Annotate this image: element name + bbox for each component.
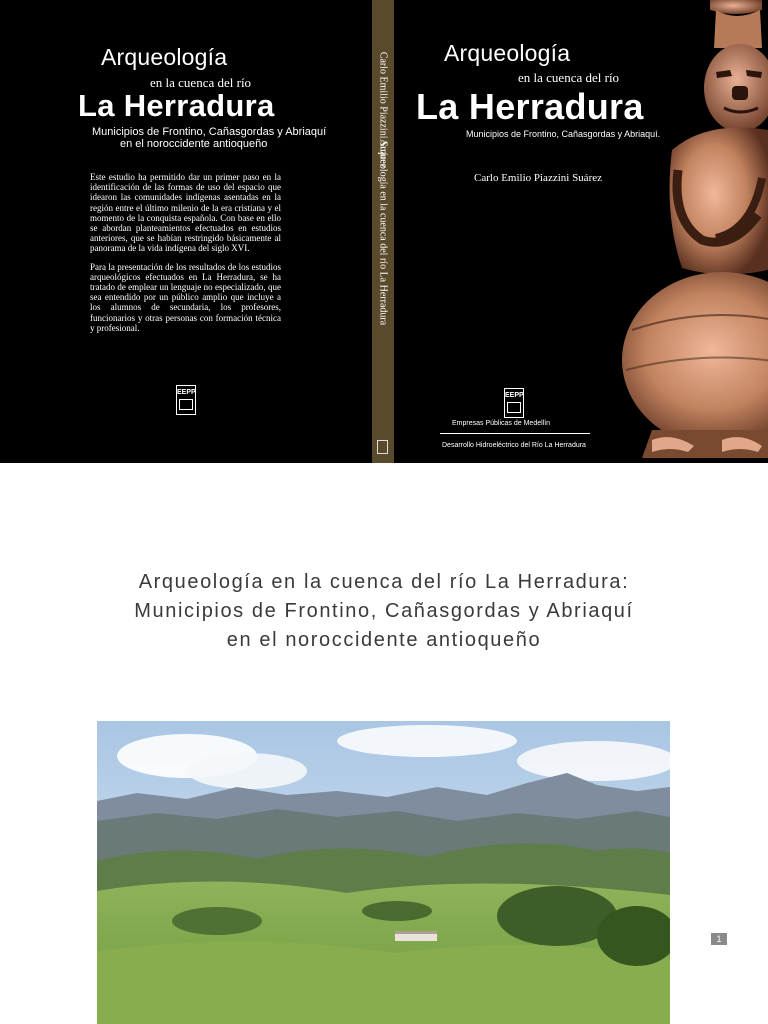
page-number-badge: 1 [711,933,727,945]
book-cover-spread [0,0,768,463]
back-cover-text [90,172,281,341]
front-eepp-logo-text: EEPP [505,392,524,399]
title-line-1: Arqueología en la cuenca del río La Herradura: [138,571,630,593]
spine-title: Arqueología en la cuenca del río La Herradura [377,138,389,326]
project-name: Desarrollo Hidroeléctrico del Río La Herradura [442,442,586,449]
spine-author: Carlo Emilio Piazzini Suárez [377,51,389,169]
back-eepp-logo-text: EEPP [177,389,196,396]
back-subtitle-line2: en el noroccidente antioqueño [120,138,268,150]
front-title-line2: en la cuenca del río [518,70,620,85]
back-eepp-logo [176,385,196,415]
front-subtitle: Municipios de Frontino, Cañasgordas y Abriaquí. [466,129,661,139]
front-eepp-logo [504,388,524,418]
front-title-line1: Arqueología [444,40,571,66]
back-eepp-logo-mark [179,399,193,410]
document-title [0,568,768,655]
back-title-line3: La Herradura [78,88,275,123]
landscape-photo [97,721,670,1024]
front-title-line3: La Herradura [416,86,644,127]
title-line-2: Municipios de Frontino, Cañasgordas y Abriaquí [134,600,634,622]
front-author: Carlo Emilio Piazzini Suárez [474,172,602,184]
ceramic-figurine-illustration [612,0,768,463]
spine-logo [377,440,388,454]
publisher-divider [440,433,590,434]
publisher-name: Empresas Públicas de Medellín [452,420,551,427]
front-eepp-logo-mark [507,402,521,413]
title-line-3: en el noroccidente antioqueño [226,629,542,651]
back-paragraph-2: Para la presentación de los resultados de los estudios arqueológicos efectuados en La Herradura, se ha tratado de emplear un lenguaje no especializado, que sea entendido por un público amplio que incluye a los alumnos de secundaria, los profesores, funcionarios y otras personas con formación técnica y profesional. [90,261,281,333]
back-subtitle-line1: Municipios de Frontino, Cañasgordas y Abriaquí [92,126,327,138]
back-title-line1: Arqueología [101,44,228,70]
back-cover [0,0,372,463]
back-paragraph-1: Este estudio ha permitido dar un primer paso en la identificación de las formas de uso del espacio que idearon las comunidades indígenas asentadas en la región entre el último milenio de la era cristiana y el momento de la conquista española. Con base en ello se abordan planteamientos efectuados en estudios anteriores, que se habían restringido básicamente al panorama de la vida indígena del siglo XVI. [90,172,281,254]
back-title-line2: en la cuenca del río [150,75,252,90]
